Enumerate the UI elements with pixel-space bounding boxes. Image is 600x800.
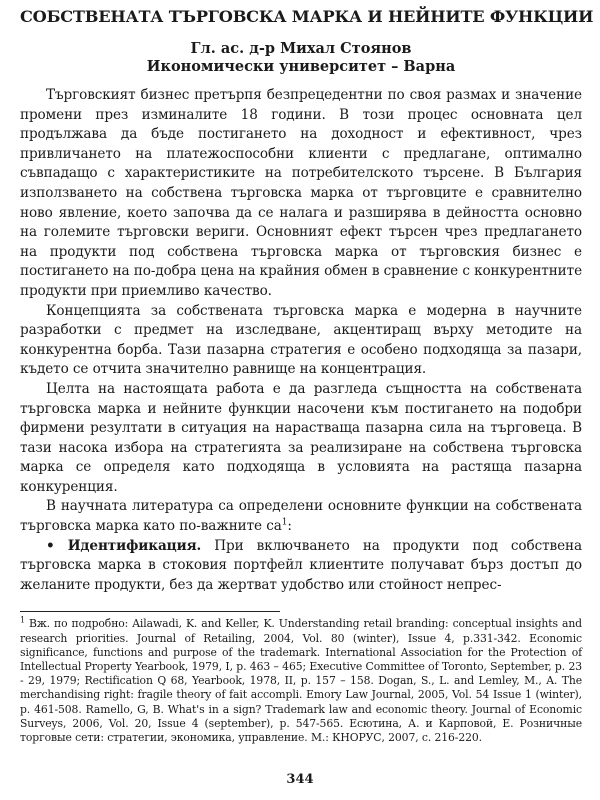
author-affiliation: Икономически университет – Варна xyxy=(146,58,456,75)
body-paragraph-2: Концепцията за собствената търговска марка е модерна в научните разработки с предмет на изследване, акцентиращ върху методите на конкурентна борба. Тази пазарна стратегия е особено подходяща за пазари, където се отчита значително равнище на концентрация. xyxy=(20,302,582,378)
article-title: СОБСТВЕНАТА ТЪРГОВСКА МАРКА И НЕЙНИТЕ ФУНКЦИИ xyxy=(20,7,594,26)
author-name: Гл. ас. д-р Михал Стоянов xyxy=(190,40,412,57)
footnote-marker: 1 xyxy=(20,615,25,625)
footnote xyxy=(20,617,582,745)
bullet-symbol: • xyxy=(46,537,55,554)
footnote-divider xyxy=(20,611,280,612)
bullet-term: Идентификация. xyxy=(67,537,202,554)
footnote-text: Вж. по подробно: Ailawadi, K. and Keller, K. Understanding retail branding: conceptual insights and research priorities. Journal of Retailing, 2004, Vol. 80 (winter), Issue 4, p.331-342. Economic significance, functions and purpose of the trademark. International Association for the Protection of Intellectual Property Yearbook, 1979, I, p. 463 – 465; Executive Committee of Toronto, September, p. 23 - 29, 1979; Rectification Q 68, Yearbook, 1978, II, p. 157 – 158. Dogan, S., L. and Lemley, M., A. The merchandising right: fragile theory of fait accompli. Emory Law Journal, 2005, Vol. 54 Issue 1 (winter), p. 461-508. Ramello, G, B. What's in a sign? Trademark law and economic theory. Journal of Economic Surveys, 2006, Vol. 20, Issue 4 (september), p. 547-565. Есютина, А. и Карповой, Е. Розничные торговые сети: стратегии, экономика, управление. М.: КНОРУС, 2007, с. 216-220. xyxy=(20,617,582,745)
body-paragraph-3: Целта на настоящата работа е да разгледа същността на собствената търговска марка и нейните функции насочени към постигането на подобри фирмени резултати в ситуация на нарастваща пазарна сила на търговеца. В тази насока избора на стратегията за реализиране на собствена търговска марка се определя като подходяща в условията на растяща пазарна конкуренция. xyxy=(20,380,582,495)
page-number: 344 xyxy=(286,772,314,787)
function-bullet-identification xyxy=(20,537,582,596)
functions-intro-text: В научната литература са определени основните функции на собствената търговска марка като по-важните са xyxy=(20,498,582,535)
bullet-text: При включването на продукти под собствена търговска марка в стоковия портфейл клиентите получават бърз достъп до желаните продукти, без да жертват удобство или стойност непрес- xyxy=(20,537,582,593)
body-paragraph-4: В научната литература са определени основните функции на собствената търговска марка като по-важните $са^1$: xyxy=(20,498,582,535)
article-body xyxy=(20,86,582,595)
body-paragraph-1: Търговският бизнес претърпя безпрецедентни по своя размах и значение промени през изминалите 18 години. В този процес основната цел продължава да бъде постигането на доходност и ефективност, чрез привличането на платежоспособни клиенти с предлагане, оптимално съвпадащо с характеристиките на потребителското търсене. В България използването на собствена търговска марка от търговците е сравнително ново явление, което започва да се налага и разширява в дейността основно на големите търговски вериги. Основният ефект търсен чрез предлагането на продукти под собствена търговска марка от търговския бизнес е постигането на по-добра цена на крайния обмен в сравнение с конкурентните продукти при приемливо качество. xyxy=(20,87,583,299)
footnote-reference[interactable]: 1 xyxy=(281,517,288,528)
